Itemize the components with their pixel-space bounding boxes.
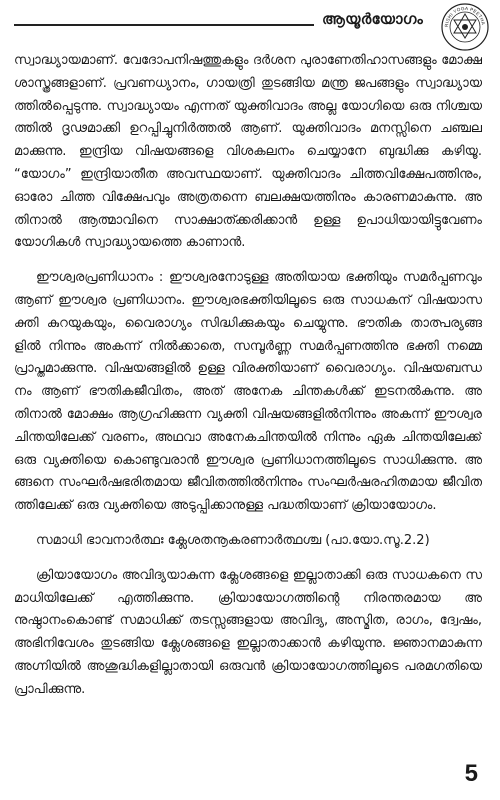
page-number: 5: [464, 760, 478, 787]
svg-text:RISHI YOGA PEETHAM: [440, 2, 486, 27]
running-header-title: ആയൂർയോഗം: [322, 10, 424, 28]
page-body: [14, 50, 482, 770]
logo-ring-text: RISHI YOGA PEETHA: [443, 5, 486, 28]
paragraph-ishvara-pranidhana: ഈശ്വരപ്രണിധാനം : ഈശ്വരനോടുള്ള അതിയായ ഭക്തിയും സമർപ്പണവും ആണ് ഈശ്വര പ്രണിധാനം. ഈശ്വരഭക്തിയിലൂടെ ഒരു സാധകന് വിഷയാസക്തി കുറയുകയും, വൈരാഗ്യം സിദ്ധിക്കുകയും ചെയ്യുന്നു. ഭൗതിക താത്പര്യങ്ങളിൽ നിന്നും അകന്ന് നിൽക്കാതെ, സമ്പൂർണ്ണ സമർപ്പണത്തിനു ഭക്തി നമ്മെ പ്രാപ്തമാക്കുന്നു. വിഷയങ്ങളിൽ ഉള്ള വിരക്തിയാണ് വൈരാഗ്യം. വിഷയബന്ധനം ആണ് ഭൗതികജീവിതം, അത് അനേക ചിന്തകൾക്ക് ഇടനൽകുന്നു. അതിനാൽ മോക്ഷം ആഗ്രഹിക്കുന്ന വ്യക്തി വിഷയങ്ങളിൽനിന്നും അകന്ന് ഈശ്വരചിന്തയിലേക്ക് വരണം, അഥവാ അനേകചിന്തയിൽ നിന്നും ഏക ചിന്തയിലേക്ക് ഒരു വ്യക്തിയെ കൊണ്ടുവരാൻ ഈശ്വര പ്രണിധാനത്തിലൂടെ സാധിക്കുന്നു. അങ്ങനെ സംഘർഷഭരിതമായ ജീവിതത്തിൽനിന്നും സംഘർഷരഹിതമായ ജീവിതത്തിലേക്ക് ഒരു വ്യക്തിയെ അടുപ്പിക്കാനുള്ള പദ്ധതിയാണ് ക്രിയായോഗം.: [14, 270, 482, 514]
sutra-citation: സമാധി ഭാവനാർത്ഥഃ ക്ലേശതനൂകരണാർത്ഥശ്ച (പാ.യോ.സൂ.2.2): [36, 532, 430, 548]
header-rule: [14, 24, 314, 26]
rishi-yoga-peetham-logo-icon: [440, 2, 490, 52]
paragraph-svadhyaya: സ്വാദ്ധ്യായമാണ്. വേദോപനിഷത്തുകളും ദർശന പുരാണേതിഹാസങ്ങളും മോക്ഷശാസ്ത്രങ്ങളാണ്. പ്രവണധ്യാനം, ഗായത്രി തുടങ്ങിയ മന്ത്ര ജപങ്ങളും സ്വാദ്ധ്യായത്തിൽപ്പെടുന്നു. സ്വാദ്ധ്യായം എന്നത് യുക്തിവാദം അല്ല യോഗിയെ ഒരു നിശ്ചയത്തിൽ ദൃഢമാക്കി ഉറപ്പിച്ചുനിർത്തൽ ആണ്. യുക്തിവാദം മനസ്സിനെ ചഞ്ചലമാക്കുന്നു. ഇന്ദ്രിയ വിഷയങ്ങളെ വിശകലനം ചെയ്യാനേ ബുദ്ധിക്കു കഴിയൂ. “യോഗം” ഇന്ദ്രിയാതീത അവസ്ഥയാണ്. യുക്തിവാദം ചിത്തവിക്ഷേപത്തിനും, ഓരോ ചിത്ത വിക്ഷേപവും അത്രതന്നെ ബലക്ഷയത്തിനും കാരണമാകുന്നു. അതിനാൽ ആത്മാവിനെ സാക്ഷാത്ക്കരിക്കാൻ ഉള്ള ഉപാധിയായിട്ടുവേണം യോഗികൾ സ്വാദ്ധ്യായത്തെ കാണാൻ.: [14, 53, 482, 251]
paragraph-kriya-yoga: ക്രിയായോഗം അവിദ്യയാകുന്ന ക്ലേശങ്ങളെ ഇല്ലാതാക്കി ഒരു സാധകനെ സമാധിയിലേക്ക് എത്തിക്കുന്നു. ക്രിയായോഗത്തിന്റെ നിരന്തരമായ അനുഷ്ഠാനംകൊണ്ട് സമാധിക്ക് തടസ്സങ്ങളായ അവിദ്യ, അസ്മിത, രാഗം, ദ്വേഷം, അഭിനിവേശം തുടങ്ങിയ ക്ലേശങ്ങളെ ഇല്ലാതാക്കാൻ കഴിയുന്നു. ജ്ഞാനമാകുന്ന അഗ്നിയിൽ അശുദ്ധികളില്ലാതായി ഒരുവൻ ക്രിയായോഗത്തിലൂടെ പരമഗതിയെ പ്രാപിക്കുന്നു.: [14, 567, 482, 697]
